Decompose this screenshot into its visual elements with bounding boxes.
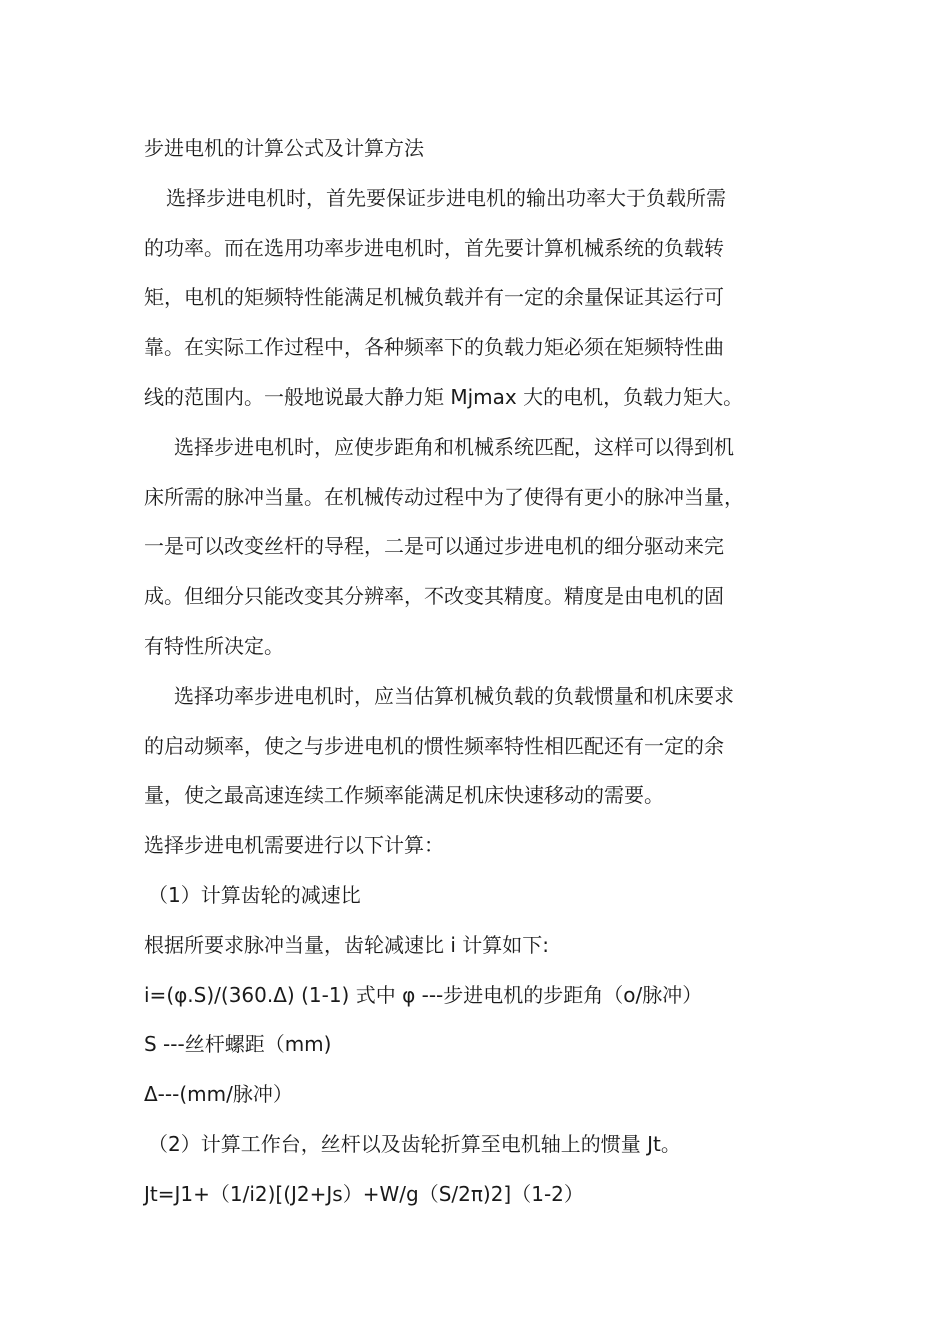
paragraph-line: 量，使之最高速连续工作频率能满足机床快速移动的需要。 xyxy=(144,783,664,808)
paragraph-line: 矩，电机的矩频特性能满足机械负载并有一定的余量保证其运行可 xyxy=(144,285,724,310)
paragraph-line: 根据所要求脉冲当量，齿轮减速比 i 计算如下: xyxy=(144,932,550,957)
paragraph-line: 选择步进电机时，首先要保证步进电机的输出功率大于负载所需 xyxy=(166,185,726,210)
paragraph-line: 床所需的脉冲当量。在机械传动过程中为了使得有更小的脉冲当量， xyxy=(144,484,744,509)
paragraph-line: 选择步进电机需要进行以下计算： xyxy=(144,833,444,858)
paragraph-line: 一是可以改变丝杆的导程，二是可以通过步进电机的细分驱动来完 xyxy=(144,534,724,559)
paragraph-line: 有特性所决定。 xyxy=(144,633,284,658)
formula-line: Jt=J1+（1/i2)[(J2+Js）+W/g（S/2π)2]（1-2） xyxy=(144,1181,584,1206)
formula-line: S ---丝杆螺距（mm) xyxy=(144,1032,332,1057)
paragraph-line: 选择步进电机时，应使步距角和机械系统匹配，这样可以得到机 xyxy=(174,434,734,459)
document-body xyxy=(144,124,844,1220)
paragraph-line: 靠。在实际工作过程中，各种频率下的负载力矩必须在矩频特性曲 xyxy=(144,335,724,360)
section-heading: （1）计算齿轮的减速比 xyxy=(148,882,361,907)
formula-line: i=(φ.S)/(360.Δ) (1-1) 式中 φ ---步进电机的步距角（o/脉冲） xyxy=(144,982,703,1007)
paragraph-line: 的功率。而在选用功率步进电机时，首先要计算机械系统的负载转 xyxy=(144,235,724,260)
formula-line: Δ---(mm/脉冲） xyxy=(144,1082,293,1107)
section-heading: （2）计算工作台，丝杆以及齿轮折算至电机轴上的惯量 Jt。 xyxy=(148,1131,681,1156)
paragraph-line: 的启动频率，使之与步进电机的惯性频率特性相匹配还有一定的余 xyxy=(144,733,724,758)
paragraph-line: 成。但细分只能改变其分辨率，不改变其精度。精度是由电机的固 xyxy=(144,584,724,609)
document-title: 步进电机的计算公式及计算方法 xyxy=(144,136,424,160)
paragraph-line: 线的范围内。一般地说最大静力矩 Mjmax 大的电机，负载力矩大。 xyxy=(144,384,744,409)
paragraph-line: 选择功率步进电机时，应当估算机械负载的负载惯量和机床要求 xyxy=(174,683,734,708)
